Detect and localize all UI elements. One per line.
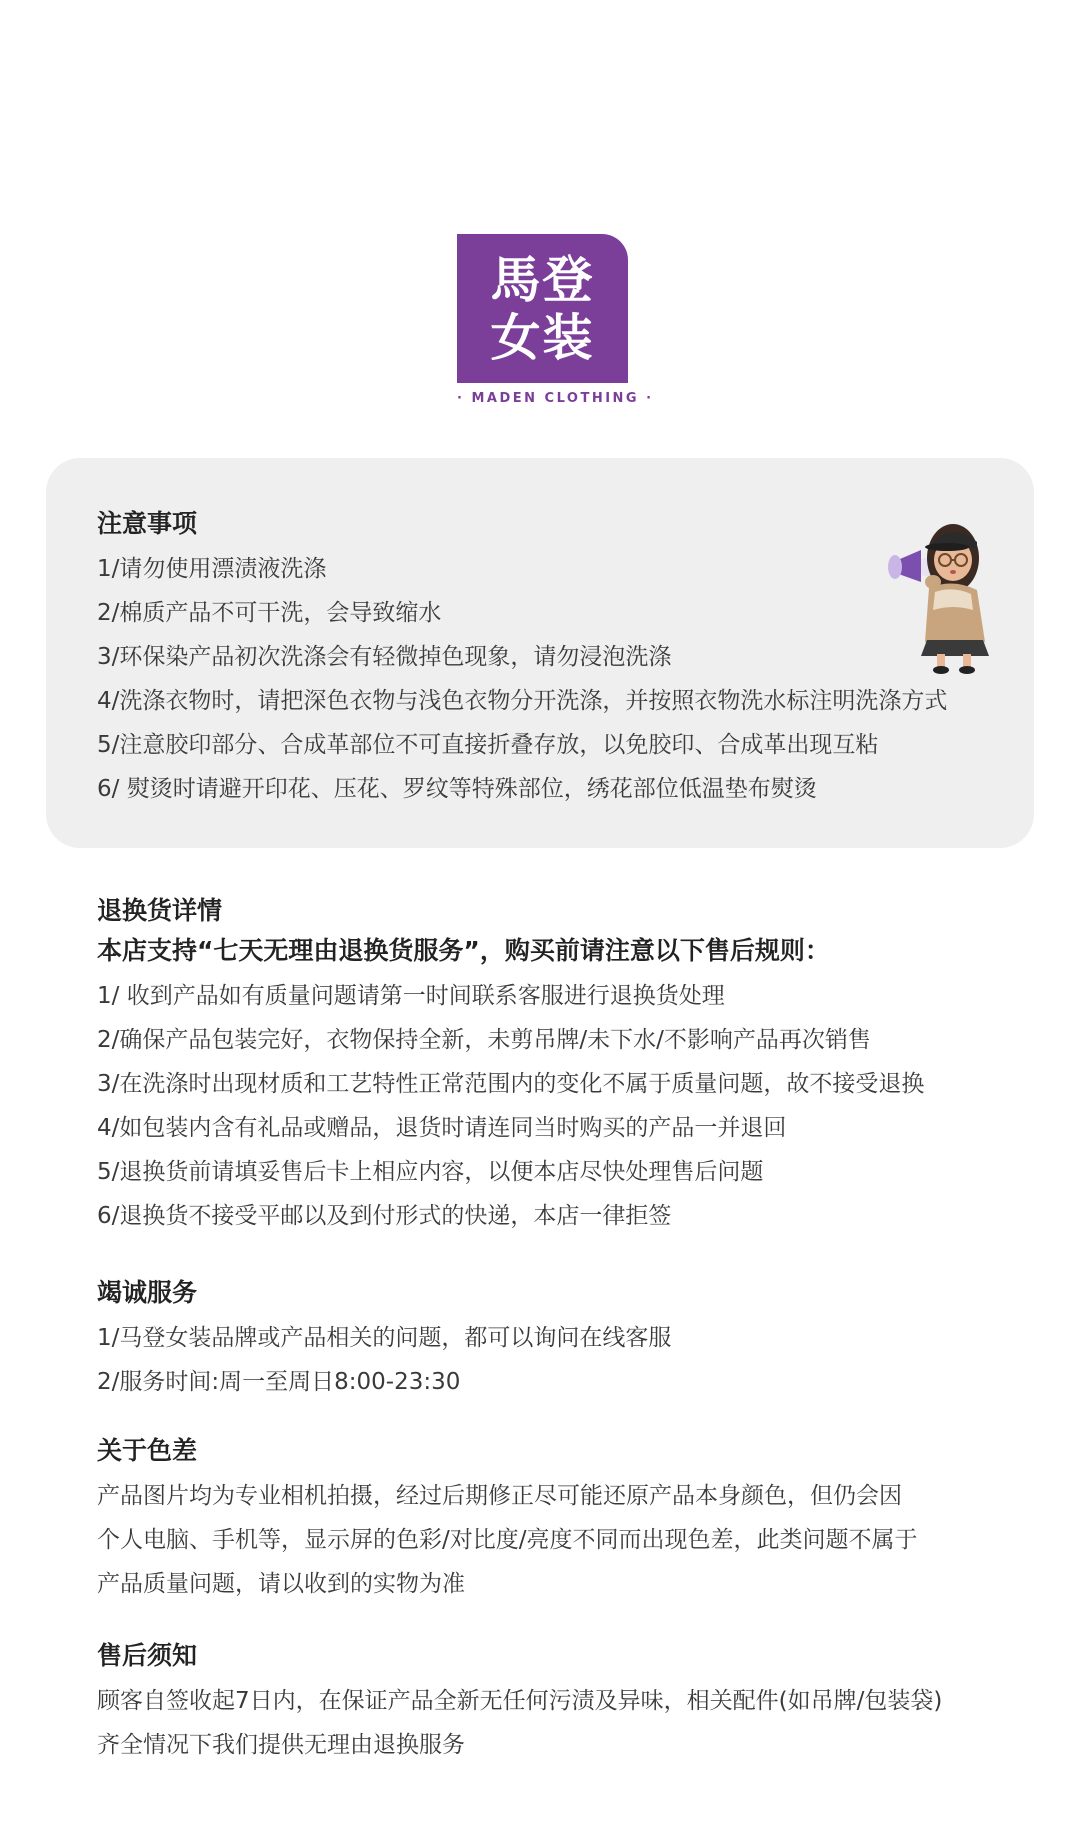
logo-text-line1: 馬登 <box>490 250 595 309</box>
care-item: 1/请勿使用漂渍液洗涤 <box>97 556 327 582</box>
logo-subtitle: · MADEN CLOTHING · <box>457 391 654 406</box>
care-item: 4/洗涤衣物时，请把深色衣物与浅色衣物分开洗涤，并按照衣物洗水标注明洗涤方式 <box>97 688 948 714</box>
care-title: 注意事项 <box>97 509 198 538</box>
returns-item: 4/如包装内含有礼品或赠品，退货时请连同当时购买的产品一并退回 <box>97 1115 787 1141</box>
returns-title: 退换货详情 <box>97 896 223 925</box>
returns-item: 2/确保产品包装完好，衣物保持全新，未剪吊牌/未下水/不影响产品再次销售 <box>97 1027 871 1053</box>
color-difference-line: 个人电脑、手机等，显示屏的色彩/对比度/亮度不同而出现色差，此类问题不属于 <box>97 1527 918 1553</box>
returns-policy-heading: 本店支持“七天无理由退换货服务”，购买前请注意以下售后规则： <box>97 936 830 965</box>
logo-mark <box>457 234 628 383</box>
care-item: 5/注意胶印部分、合成革部位不可直接折叠存放，以免胶印、合成革出现互粘 <box>97 732 879 758</box>
service-item: 2/服务时间:周一至周日8:00-23:30 <box>97 1369 461 1395</box>
after-sales-section <box>97 1638 942 1762</box>
service-section <box>97 1275 671 1399</box>
care-item: 3/环保染产品初次洗涤会有轻微掉色现象，请勿浸泡洗涤 <box>97 644 672 670</box>
returns-item: 5/退换货前请填妥售后卡上相应内容，以便本店尽快处理售后问题 <box>97 1159 764 1185</box>
returns-item: 6/退换货不接受平邮以及到付形式的快递，本店一律拒签 <box>97 1203 672 1229</box>
logo-text-line2: 女装 <box>490 308 595 367</box>
after-sales-line: 顾客自签收起7日内，在保证产品全新无任何污渍及异味，相关配件(如吊牌/包装袋) <box>97 1688 943 1714</box>
care-item: 2/棉质产品不可干洗，会导致缩水 <box>97 600 442 626</box>
color-difference-section <box>97 1433 918 1601</box>
after-sales-title: 售后须知 <box>97 1641 198 1670</box>
brand-logo <box>457 234 654 406</box>
color-difference-title: 关于色差 <box>97 1436 198 1465</box>
color-difference-line: 产品质量问题，请以收到的实物为准 <box>97 1571 465 1597</box>
service-item: 1/马登女装品牌或产品相关的问题，都可以询问在线客服 <box>97 1325 672 1351</box>
service-title: 竭诚服务 <box>97 1278 198 1307</box>
returns-item: 3/在洗涤时出现材质和工艺特性正常范围内的变化不属于质量问题，故不接受退换 <box>97 1071 925 1097</box>
care-item: 6/ 熨烫时请避开印花、压花、罗纹等特殊部位，绣花部位低温垫布熨烫 <box>97 776 817 802</box>
care-section <box>97 506 947 806</box>
color-difference-line: 产品图片均为专业相机拍摄，经过后期修正尽可能还原产品本身颜色，但仍会因 <box>97 1483 902 1509</box>
returns-item: 1/ 收到产品如有质量问题请第一时间联系客服进行退换货处理 <box>97 983 725 1009</box>
after-sales-line: 齐全情况下我们提供无理由退换服务 <box>97 1732 465 1758</box>
returns-section <box>97 893 924 1233</box>
